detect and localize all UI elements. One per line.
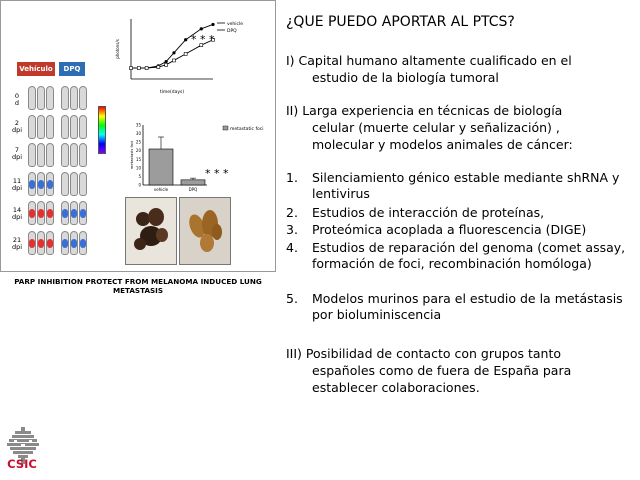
legend-label: DPQ [227, 29, 237, 34]
luminescence-signal [38, 209, 44, 218]
y-axis-label: metastasis foci [129, 140, 134, 170]
luminescence-signal [38, 239, 44, 248]
data-point [130, 67, 133, 70]
slide-title: ¿QUE PUEDO APORTAR AL PTCS? [286, 14, 515, 30]
mouse-dpq [70, 86, 78, 110]
significance-annotation: * * * [205, 167, 229, 180]
luminescence-signal [47, 239, 53, 248]
luminescence-signal [29, 180, 35, 189]
mouse-dpq [79, 143, 87, 167]
section-2: II) Larga experiencia en técnicas de biología celular (muerte celular y señalización) , molecular y modelos animales de cáncer: [286, 103, 573, 152]
luminescence-signal [71, 239, 77, 248]
mouse-vehicle [46, 201, 54, 225]
data-point [137, 67, 140, 70]
mouse-vehicle [37, 231, 45, 255]
day-label-21: 21 dpi [11, 236, 23, 251]
mouse-dpq [79, 231, 87, 255]
luminescence-signal [47, 180, 53, 189]
day-label-7: 7 dpi [11, 146, 23, 161]
luminescence-signal [47, 209, 53, 218]
mouse-vehicle [28, 115, 36, 139]
data-point [145, 67, 148, 70]
luminescence-signal [80, 209, 86, 218]
mouse-dpq [70, 201, 78, 225]
luminescence-signal [62, 239, 68, 248]
category-label: vehicle [153, 187, 169, 192]
mouse-dpq [70, 115, 78, 139]
y-tick-label: 25 [135, 139, 141, 145]
mouse-vehicle [37, 143, 45, 167]
luminescence-signal [71, 209, 77, 218]
mouse-vehicle [28, 143, 36, 167]
luminescence-signal [80, 239, 86, 248]
mouse-dpq [79, 172, 87, 196]
luminescence-signal [29, 209, 35, 218]
data-point [184, 52, 187, 55]
mouse-vehicle [46, 115, 54, 139]
mouse-vehicle [28, 172, 36, 196]
y-tick-label: 0 [138, 182, 141, 188]
mouse-dpq [61, 86, 69, 110]
significance-annotation: * * * [191, 33, 215, 46]
mouse-vehicle [46, 143, 54, 167]
luminescence-color-scale [98, 106, 106, 154]
legend-swatch [223, 126, 228, 130]
luminescence-signal [38, 180, 44, 189]
mouse-dpq [70, 172, 78, 196]
mouse-vehicle [46, 86, 54, 110]
data-point [200, 27, 203, 30]
day-label-2: 2 dpi [11, 119, 23, 134]
mouse-dpq [79, 201, 87, 225]
data-point [211, 23, 214, 26]
luminescence-signal [29, 239, 35, 248]
mouse-vehicle [46, 231, 54, 255]
mouse-dpq [70, 231, 78, 255]
legend-label: metastatic foci [230, 127, 264, 132]
day-label-14: 14 dpi [11, 206, 23, 221]
data-point [172, 59, 175, 62]
day-label-0: 0 d [14, 92, 20, 107]
mouse-dpq [70, 143, 78, 167]
dpq-label: DPQ [59, 62, 85, 76]
mouse-dpq [61, 172, 69, 196]
x-axis-label: time(days) [159, 90, 185, 95]
legend-label: vehicle [227, 22, 244, 27]
y-tick-label: 30 [135, 131, 141, 137]
lung-photo-vehicle [125, 197, 177, 265]
data-point [184, 38, 187, 41]
mouse-vehicle [28, 86, 36, 110]
y-tick-label: 35 [135, 122, 141, 128]
mouse-vehicle [37, 86, 45, 110]
data-point [165, 63, 168, 66]
y-tick-label: 20 [135, 148, 141, 154]
mouse-dpq [79, 115, 87, 139]
data-point [165, 60, 168, 63]
y-tick-label: 15 [135, 156, 141, 162]
lung-photo-dpq [179, 197, 231, 265]
metastasis-bar-chart [129, 121, 275, 193]
mouse-vehicle [46, 172, 54, 196]
y-tick-label: 5 [138, 173, 141, 179]
y-axis-label: photons/s [115, 39, 120, 59]
mouse-vehicle [28, 231, 36, 255]
mouse-vehicle [37, 115, 45, 139]
figure-caption: PARP INHIBITION PROTECT FROM MELANOMA INDUCED LUNG METASTASIS [14, 277, 262, 295]
data-point [157, 66, 160, 69]
figure-panel [0, 0, 276, 272]
mouse-dpq [61, 115, 69, 139]
mouse-vehicle [37, 201, 45, 225]
category-label: DPQ [188, 187, 198, 192]
mouse-vehicle [28, 201, 36, 225]
tumor-growth-line-chart [113, 13, 273, 101]
bar-DPQ [181, 180, 205, 185]
mouse-dpq [61, 143, 69, 167]
mouse-vehicle [37, 172, 45, 196]
day-label-11: 11 dpi [11, 177, 23, 192]
bar-vehicle [149, 149, 173, 185]
section-3: III) Posibilidad de contacto con grupos tanto españoles como de fuera de España para establecer colaboraciones. [286, 346, 572, 395]
vehicle-label: Vehículo [17, 62, 55, 76]
mouse-dpq [79, 86, 87, 110]
y-tick-label: 10 [135, 165, 141, 171]
section-1: I) Capital humano altamente cualificado en el estudio de la biología tumoral [286, 53, 572, 85]
luminescence-signal [62, 209, 68, 218]
mouse-dpq [61, 201, 69, 225]
csic-logo-text: CSIC [7, 457, 37, 471]
data-point [172, 51, 175, 54]
mouse-dpq [61, 231, 69, 255]
